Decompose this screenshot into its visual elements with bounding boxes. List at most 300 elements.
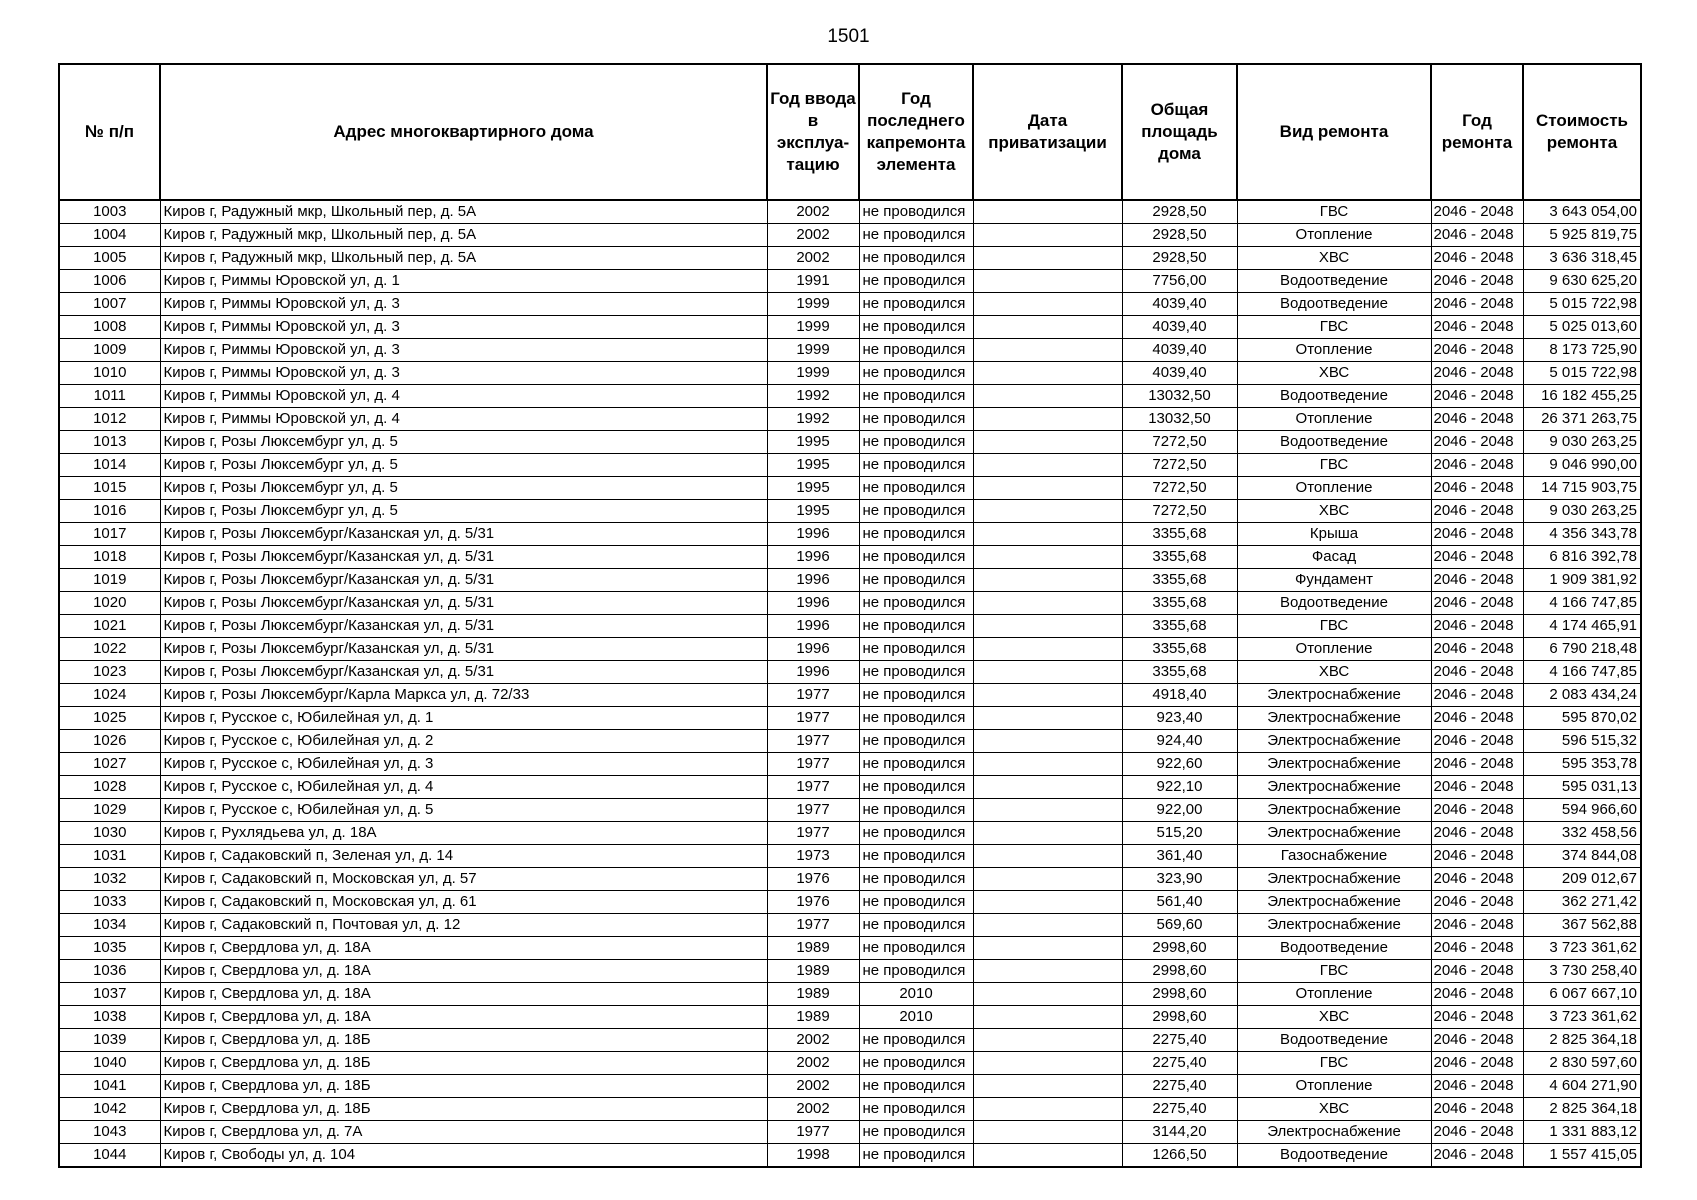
header-period: Год ремонта [1431,64,1523,200]
cell-period: 2046 - 2048 [1431,983,1523,1006]
cell-address: Киров г, Свердлова ул, д. 18Б [160,1052,767,1075]
cell-kind: Водоотведение [1237,592,1431,615]
cell-year-built: 1999 [767,316,859,339]
cell-area: 13032,50 [1122,385,1237,408]
cell-address: Киров г, Розы Люксембург ул, д. 5 [160,431,767,454]
cell-kind: Электроснабжение [1237,707,1431,730]
cell-cost: 4 604 271,90 [1523,1075,1641,1098]
cell-last-repair: не проводился [859,615,973,638]
cell-area: 4039,40 [1122,293,1237,316]
table-row [59,1098,1641,1121]
cell-privatization [973,1098,1122,1121]
cell-address: Киров г, Садаковский п, Почтовая ул, д. 12 [160,914,767,937]
cell-last-repair: 2010 [859,983,973,1006]
cell-num: 1016 [59,500,160,523]
table-row [59,845,1641,868]
cell-cost: 6 816 392,78 [1523,546,1641,569]
cell-address: Киров г, Розы Люксембург/Казанская ул, д. 5/31 [160,638,767,661]
cell-privatization [973,868,1122,891]
cell-period: 2046 - 2048 [1431,914,1523,937]
table-row [59,730,1641,753]
cell-year-built: 1989 [767,937,859,960]
cell-address: Киров г, Свердлова ул, д. 18А [160,937,767,960]
cell-num: 1042 [59,1098,160,1121]
cell-last-repair: не проводился [859,408,973,431]
cell-cost: 5 015 722,98 [1523,293,1641,316]
cell-num: 1036 [59,960,160,983]
table-row [59,408,1641,431]
cell-period: 2046 - 2048 [1431,753,1523,776]
cell-last-repair: не проводился [859,293,973,316]
cell-cost: 3 643 054,00 [1523,200,1641,224]
cell-privatization [973,822,1122,845]
cell-last-repair: не проводился [859,1121,973,1144]
cell-last-repair: не проводился [859,684,973,707]
cell-kind: Отопление [1237,408,1431,431]
cell-last-repair: не проводился [859,730,973,753]
cell-cost: 9 046 990,00 [1523,454,1641,477]
cell-address: Киров г, Риммы Юровской ул, д. 3 [160,316,767,339]
cell-period: 2046 - 2048 [1431,1098,1523,1121]
cell-privatization [973,983,1122,1006]
cell-period: 2046 - 2048 [1431,1052,1523,1075]
cell-num: 1029 [59,799,160,822]
cell-period: 2046 - 2048 [1431,523,1523,546]
cell-kind: ХВС [1237,247,1431,270]
table-row [59,385,1641,408]
header-area: Общая площадь дома [1122,64,1237,200]
cell-area: 3355,68 [1122,592,1237,615]
cell-last-repair: не проводился [859,362,973,385]
cell-cost: 1 557 415,05 [1523,1144,1641,1168]
cell-area: 2928,50 [1122,200,1237,224]
cell-period: 2046 - 2048 [1431,408,1523,431]
cell-cost: 5 025 013,60 [1523,316,1641,339]
cell-period: 2046 - 2048 [1431,270,1523,293]
cell-year-built: 1977 [767,730,859,753]
cell-year-built: 2002 [767,1075,859,1098]
cell-num: 1021 [59,615,160,638]
cell-privatization [973,684,1122,707]
cell-period: 2046 - 2048 [1431,822,1523,845]
table-row [59,937,1641,960]
cell-last-repair: не проводился [859,500,973,523]
cell-year-built: 1999 [767,362,859,385]
cell-address: Киров г, Риммы Юровской ул, д. 4 [160,385,767,408]
cell-privatization [973,1006,1122,1029]
table-row [59,477,1641,500]
cell-area: 569,60 [1122,914,1237,937]
cell-last-repair: не проводился [859,845,973,868]
cell-kind: ХВС [1237,362,1431,385]
cell-cost: 14 715 903,75 [1523,477,1641,500]
cell-address: Киров г, Свердлова ул, д. 18Б [160,1075,767,1098]
cell-kind: Водоотведение [1237,270,1431,293]
cell-address: Киров г, Радужный мкр, Школьный пер, д. 5А [160,224,767,247]
table-row [59,822,1641,845]
header-last-repair: Год последнего капремонта элемента [859,64,973,200]
cell-address: Киров г, Радужный мкр, Школьный пер, д. 5А [160,247,767,270]
cell-last-repair: не проводился [859,339,973,362]
cell-address: Киров г, Розы Люксембург ул, д. 5 [160,500,767,523]
cell-address: Киров г, Русское с, Юбилейная ул, д. 5 [160,799,767,822]
cell-kind: Электроснабжение [1237,753,1431,776]
cell-year-built: 1991 [767,270,859,293]
cell-year-built: 1977 [767,914,859,937]
cell-num: 1031 [59,845,160,868]
cell-area: 323,90 [1122,868,1237,891]
cell-cost: 595 031,13 [1523,776,1641,799]
table-row [59,569,1641,592]
table-row [59,661,1641,684]
cell-num: 1025 [59,707,160,730]
cell-period: 2046 - 2048 [1431,960,1523,983]
cell-kind: ХВС [1237,1006,1431,1029]
table-row [59,1075,1641,1098]
cell-last-repair: не проводился [859,316,973,339]
cell-privatization [973,914,1122,937]
cell-privatization [973,1052,1122,1075]
table-row [59,684,1641,707]
cell-privatization [973,1121,1122,1144]
cell-year-built: 1977 [767,822,859,845]
cell-period: 2046 - 2048 [1431,799,1523,822]
cell-year-built: 1973 [767,845,859,868]
cell-period: 2046 - 2048 [1431,868,1523,891]
cell-num: 1005 [59,247,160,270]
cell-last-repair: не проводился [859,1052,973,1075]
cell-last-repair: не проводился [859,385,973,408]
cell-address: Киров г, Садаковский п, Московская ул, д. 61 [160,891,767,914]
cell-last-repair: не проводился [859,638,973,661]
cell-area: 7272,50 [1122,477,1237,500]
cell-kind: Электроснабжение [1237,822,1431,845]
cell-address: Киров г, Розы Люксембург/Казанская ул, д. 5/31 [160,523,767,546]
cell-cost: 2 825 364,18 [1523,1029,1641,1052]
cell-address: Киров г, Риммы Юровской ул, д. 1 [160,270,767,293]
table-row [59,1144,1641,1168]
cell-cost: 9 030 263,25 [1523,431,1641,454]
cell-cost: 1 331 883,12 [1523,1121,1641,1144]
repair-table [58,63,1642,1168]
cell-kind: Отопление [1237,224,1431,247]
cell-year-built: 1996 [767,523,859,546]
cell-period: 2046 - 2048 [1431,293,1523,316]
cell-year-built: 1977 [767,707,859,730]
cell-cost: 2 083 434,24 [1523,684,1641,707]
table-row [59,891,1641,914]
table-row [59,247,1641,270]
cell-last-repair: не проводился [859,1098,973,1121]
cell-address: Киров г, Русское с, Юбилейная ул, д. 2 [160,730,767,753]
cell-last-repair: не проводился [859,546,973,569]
cell-period: 2046 - 2048 [1431,477,1523,500]
cell-privatization [973,1075,1122,1098]
cell-cost: 8 173 725,90 [1523,339,1641,362]
cell-kind: Водоотведение [1237,1144,1431,1168]
cell-num: 1027 [59,753,160,776]
cell-kind: ХВС [1237,500,1431,523]
cell-cost: 9 630 625,20 [1523,270,1641,293]
cell-year-built: 1976 [767,868,859,891]
cell-year-built: 2002 [767,1052,859,1075]
cell-num: 1032 [59,868,160,891]
cell-privatization [973,937,1122,960]
cell-area: 561,40 [1122,891,1237,914]
cell-cost: 4 166 747,85 [1523,592,1641,615]
table-row [59,523,1641,546]
cell-last-repair: не проводился [859,799,973,822]
cell-year-built: 1977 [767,776,859,799]
cell-area: 4918,40 [1122,684,1237,707]
cell-address: Киров г, Русское с, Юбилейная ул, д. 1 [160,707,767,730]
table-row [59,316,1641,339]
cell-num: 1020 [59,592,160,615]
table-row [59,592,1641,615]
cell-kind: Электроснабжение [1237,730,1431,753]
cell-privatization [973,339,1122,362]
cell-privatization [973,707,1122,730]
cell-num: 1024 [59,684,160,707]
cell-kind: Отопление [1237,1075,1431,1098]
cell-address: Киров г, Свердлова ул, д. 18А [160,960,767,983]
cell-last-repair: не проводился [859,707,973,730]
cell-num: 1030 [59,822,160,845]
cell-area: 2275,40 [1122,1052,1237,1075]
cell-address: Киров г, Садаковский п, Московская ул, д. 57 [160,868,767,891]
cell-area: 923,40 [1122,707,1237,730]
cell-year-built: 1996 [767,615,859,638]
cell-period: 2046 - 2048 [1431,684,1523,707]
cell-address: Киров г, Свердлова ул, д. 18А [160,1006,767,1029]
cell-num: 1013 [59,431,160,454]
cell-cost: 594 966,60 [1523,799,1641,822]
cell-year-built: 1977 [767,1121,859,1144]
cell-kind: ГВС [1237,200,1431,224]
cell-cost: 362 271,42 [1523,891,1641,914]
cell-area: 2998,60 [1122,1006,1237,1029]
cell-cost: 4 174 465,91 [1523,615,1641,638]
cell-year-built: 2002 [767,1029,859,1052]
cell-kind: Водоотведение [1237,937,1431,960]
cell-area: 922,60 [1122,753,1237,776]
cell-kind: Водоотведение [1237,431,1431,454]
cell-area: 922,10 [1122,776,1237,799]
cell-area: 7272,50 [1122,454,1237,477]
cell-year-built: 1977 [767,684,859,707]
cell-address: Киров г, Розы Люксембург ул, д. 5 [160,454,767,477]
cell-num: 1008 [59,316,160,339]
cell-cost: 3 636 318,45 [1523,247,1641,270]
cell-period: 2046 - 2048 [1431,200,1523,224]
table-row [59,1006,1641,1029]
cell-period: 2046 - 2048 [1431,1075,1523,1098]
cell-year-built: 1999 [767,339,859,362]
cell-area: 922,00 [1122,799,1237,822]
header-kind: Вид ремонта [1237,64,1431,200]
cell-last-repair: не проводился [859,592,973,615]
cell-num: 1035 [59,937,160,960]
cell-year-built: 2002 [767,247,859,270]
page-number: 1501 [827,26,870,47]
cell-kind: ГВС [1237,316,1431,339]
table-row [59,1121,1641,1144]
cell-year-built: 1992 [767,408,859,431]
cell-cost: 6 067 667,10 [1523,983,1641,1006]
cell-address: Киров г, Риммы Юровской ул, д. 3 [160,339,767,362]
cell-address: Киров г, Садаковский п, Зеленая ул, д. 14 [160,845,767,868]
cell-cost: 6 790 218,48 [1523,638,1641,661]
cell-cost: 3 723 361,62 [1523,1006,1641,1029]
cell-num: 1022 [59,638,160,661]
cell-num: 1023 [59,661,160,684]
cell-period: 2046 - 2048 [1431,707,1523,730]
cell-last-repair: не проводился [859,937,973,960]
cell-privatization [973,799,1122,822]
cell-last-repair: не проводился [859,477,973,500]
cell-last-repair: 2010 [859,1006,973,1029]
cell-address: Киров г, Русское с, Юбилейная ул, д. 3 [160,753,767,776]
cell-privatization [973,661,1122,684]
cell-kind: ХВС [1237,661,1431,684]
cell-year-built: 1996 [767,569,859,592]
cell-kind: Электроснабжение [1237,868,1431,891]
cell-cost: 9 030 263,25 [1523,500,1641,523]
cell-kind: Отопление [1237,638,1431,661]
cell-privatization [973,592,1122,615]
cell-cost: 5 925 819,75 [1523,224,1641,247]
cell-kind: Отопление [1237,983,1431,1006]
cell-period: 2046 - 2048 [1431,362,1523,385]
cell-kind: Газоснабжение [1237,845,1431,868]
cell-address: Киров г, Риммы Юровской ул, д. 3 [160,293,767,316]
cell-num: 1040 [59,1052,160,1075]
cell-kind: ГВС [1237,615,1431,638]
cell-area: 2998,60 [1122,937,1237,960]
cell-kind: Электроснабжение [1237,891,1431,914]
table-row [59,914,1641,937]
cell-area: 3355,68 [1122,546,1237,569]
cell-last-repair: не проводился [859,753,973,776]
cell-cost: 3 730 258,40 [1523,960,1641,983]
cell-year-built: 1977 [767,799,859,822]
cell-area: 2275,40 [1122,1029,1237,1052]
cell-num: 1038 [59,1006,160,1029]
cell-last-repair: не проводился [859,1029,973,1052]
table-row [59,293,1641,316]
cell-kind: Фасад [1237,546,1431,569]
cell-cost: 1 909 381,92 [1523,569,1641,592]
cell-privatization [973,845,1122,868]
cell-cost: 596 515,32 [1523,730,1641,753]
cell-period: 2046 - 2048 [1431,454,1523,477]
cell-kind: Водоотведение [1237,1029,1431,1052]
cell-num: 1041 [59,1075,160,1098]
cell-address: Киров г, Свердлова ул, д. 18А [160,983,767,1006]
cell-address: Киров г, Розы Люксембург/Казанская ул, д. 5/31 [160,615,767,638]
cell-area: 3144,20 [1122,1121,1237,1144]
cell-area: 1266,50 [1122,1144,1237,1168]
cell-address: Киров г, Розы Люксембург/Казанская ул, д. 5/31 [160,569,767,592]
cell-last-repair: не проводился [859,569,973,592]
table-row [59,431,1641,454]
cell-num: 1011 [59,385,160,408]
cell-address: Киров г, Радужный мкр, Школьный пер, д. 5А [160,200,767,224]
cell-privatization [973,224,1122,247]
cell-period: 2046 - 2048 [1431,1144,1523,1168]
cell-cost: 2 825 364,18 [1523,1098,1641,1121]
table-row [59,615,1641,638]
cell-year-built: 1989 [767,960,859,983]
cell-area: 515,20 [1122,822,1237,845]
cell-address: Киров г, Свердлова ул, д. 7А [160,1121,767,1144]
cell-privatization [973,408,1122,431]
cell-cost: 3 723 361,62 [1523,937,1641,960]
cell-privatization [973,200,1122,224]
cell-privatization [973,385,1122,408]
cell-address: Киров г, Риммы Юровской ул, д. 4 [160,408,767,431]
table-row [59,799,1641,822]
cell-privatization [973,431,1122,454]
cell-num: 1044 [59,1144,160,1168]
cell-num: 1007 [59,293,160,316]
cell-privatization [973,454,1122,477]
cell-year-built: 1995 [767,454,859,477]
cell-cost: 5 015 722,98 [1523,362,1641,385]
cell-area: 7272,50 [1122,500,1237,523]
cell-last-repair: не проводился [859,960,973,983]
cell-cost: 26 371 263,75 [1523,408,1641,431]
table-row [59,362,1641,385]
cell-period: 2046 - 2048 [1431,224,1523,247]
cell-privatization [973,1144,1122,1168]
cell-last-repair: не проводился [859,891,973,914]
cell-area: 7756,00 [1122,270,1237,293]
cell-area: 2275,40 [1122,1075,1237,1098]
cell-last-repair: не проводился [859,247,973,270]
cell-area: 3355,68 [1122,523,1237,546]
cell-period: 2046 - 2048 [1431,1029,1523,1052]
cell-year-built: 1995 [767,477,859,500]
table-header [59,64,1641,200]
cell-area: 4039,40 [1122,316,1237,339]
cell-last-repair: не проводился [859,224,973,247]
cell-period: 2046 - 2048 [1431,316,1523,339]
cell-area: 4039,40 [1122,362,1237,385]
cell-cost: 595 353,78 [1523,753,1641,776]
cell-last-repair: не проводился [859,1144,973,1168]
cell-kind: ГВС [1237,1052,1431,1075]
cell-area: 13032,50 [1122,408,1237,431]
cell-area: 924,40 [1122,730,1237,753]
cell-period: 2046 - 2048 [1431,247,1523,270]
cell-privatization [973,1029,1122,1052]
cell-num: 1017 [59,523,160,546]
cell-year-built: 1989 [767,983,859,1006]
table-row [59,1029,1641,1052]
cell-year-built: 1995 [767,500,859,523]
cell-period: 2046 - 2048 [1431,569,1523,592]
cell-area: 2928,50 [1122,224,1237,247]
cell-address: Киров г, Свердлова ул, д. 18Б [160,1029,767,1052]
cell-year-built: 1992 [767,385,859,408]
cell-kind: Отопление [1237,339,1431,362]
cell-num: 1014 [59,454,160,477]
cell-address: Киров г, Русское с, Юбилейная ул, д. 4 [160,776,767,799]
cell-period: 2046 - 2048 [1431,431,1523,454]
cell-num: 1033 [59,891,160,914]
cell-year-built: 2002 [767,1098,859,1121]
